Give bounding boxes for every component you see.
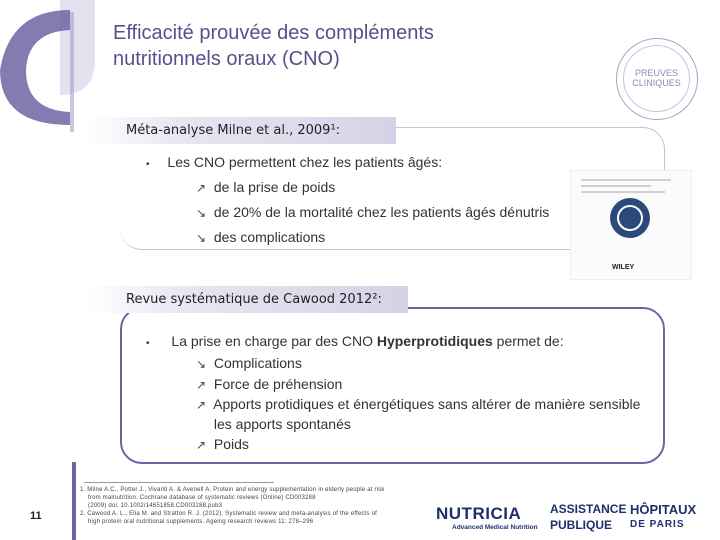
section1-item-1: [196, 178, 335, 197]
section2-item-4: [196, 435, 249, 454]
section1-item-3: [196, 228, 325, 247]
nutricia-logo-text: NUTRICIA: [436, 504, 522, 523]
assistance-publique-logo: [550, 500, 627, 536]
section2-item-3: [196, 395, 640, 414]
arrow-up-icon: ↗: [196, 398, 207, 412]
bullet-dot: •: [146, 159, 150, 170]
section2-item-3-continued: [196, 415, 351, 433]
bullet-dot: •: [146, 338, 150, 349]
wiley-logo: WILEY: [612, 264, 635, 271]
footnote-1-line-1: 1. Milne A.C., Potter J., Vivanti A. & Avenell A. Protein and energy supplementation in elderly people at risk: [80, 487, 385, 493]
cochrane-logo-ring-icon: [617, 205, 643, 231]
nutricia-logo-subtitle: Advanced Medical Nutrition: [452, 524, 538, 531]
hp-line-2: DE PARIS: [630, 519, 685, 530]
arrow-down-icon: ↘: [196, 231, 207, 245]
section2-item-3-continued-text: les apports spontanés: [213, 416, 351, 432]
section2-bullet-prefix: La prise en charge par des CNO: [171, 333, 377, 349]
nutricia-logo: [432, 500, 544, 536]
section2-item-2-text: Force de préhension: [213, 376, 343, 392]
section1-item-2: [196, 203, 549, 222]
section2-bullet-suffix: permet de:: [492, 333, 564, 349]
section2-bullet: [146, 332, 564, 353]
section1-item-1-text: de la prise de poids: [213, 179, 336, 195]
section2-bullet-bold: Hyperprotidiques: [376, 333, 493, 349]
page-number: 11: [30, 510, 42, 522]
section2-item-4-text: Poids: [213, 436, 249, 452]
ap-line-1: ASSISTANCE: [550, 502, 627, 516]
section1-item-3-text: des complications: [213, 229, 326, 245]
footnote-divider: [84, 482, 274, 483]
footnote-1-line-3: (2009) doi: 10.1002/14651858.CD003288.pub3: [88, 503, 223, 509]
footer-accent-bar: [72, 462, 76, 540]
section2-item-3-text: Apports protidiques et énergétiques sans altérer de manière sensible: [213, 396, 641, 412]
hopitaux-de-paris-logo: [630, 500, 715, 536]
footnotes: [80, 486, 440, 526]
section1-bullet: [146, 153, 442, 174]
section2-item-1-text: Complications: [213, 355, 302, 371]
title-line-1: Efficacité prouvée des compléments: [113, 22, 434, 44]
hp-line-1: HÔPITAUX: [630, 502, 697, 517]
section2-item-1: [196, 354, 302, 373]
section2-header: Revue systématique de Cawood 2012²:: [86, 286, 408, 313]
slide-title: [113, 20, 583, 72]
seal-inner-ring: [623, 45, 690, 112]
arrow-up-icon: ↗: [196, 378, 207, 392]
section2-item-2: [196, 375, 342, 394]
footnote-1-line-2: from malnutrition. Cochrane database of systematic reviews (Online) CD003288: [88, 495, 316, 501]
arrow-up-icon: ↗: [196, 181, 207, 195]
seal-line-1: PREUVES: [634, 68, 678, 78]
clinical-proof-seal: [616, 38, 698, 120]
arrow-up-icon: ↗: [196, 438, 207, 452]
footnote-2-line-1: 2. Cawood A. L., Elia M. and Stratton R. J. (2012). Systematic review and meta-analysis of the effects of: [80, 511, 378, 517]
section1-header: Méta-analyse Milne et al., 2009¹:: [86, 117, 396, 144]
section1-item-2-text: de 20% de la mortalité chez les patients âgés dénutris: [213, 204, 550, 220]
footnote-2-line-2: high protein oral nutritional supplements. Ageing research reviews 11: 278–296: [88, 519, 314, 525]
arrow-down-icon: ↘: [196, 206, 207, 220]
seal-line-2: CLINIQUES: [632, 78, 681, 88]
section1-bullet-text: Les CNO permettent chez les patients âgés:: [167, 154, 443, 170]
ap-line-2: PUBLIQUE: [550, 518, 613, 532]
arrow-down-icon: ↘: [196, 357, 207, 371]
title-line-2: nutritionnels oraux (CNO): [113, 48, 340, 70]
